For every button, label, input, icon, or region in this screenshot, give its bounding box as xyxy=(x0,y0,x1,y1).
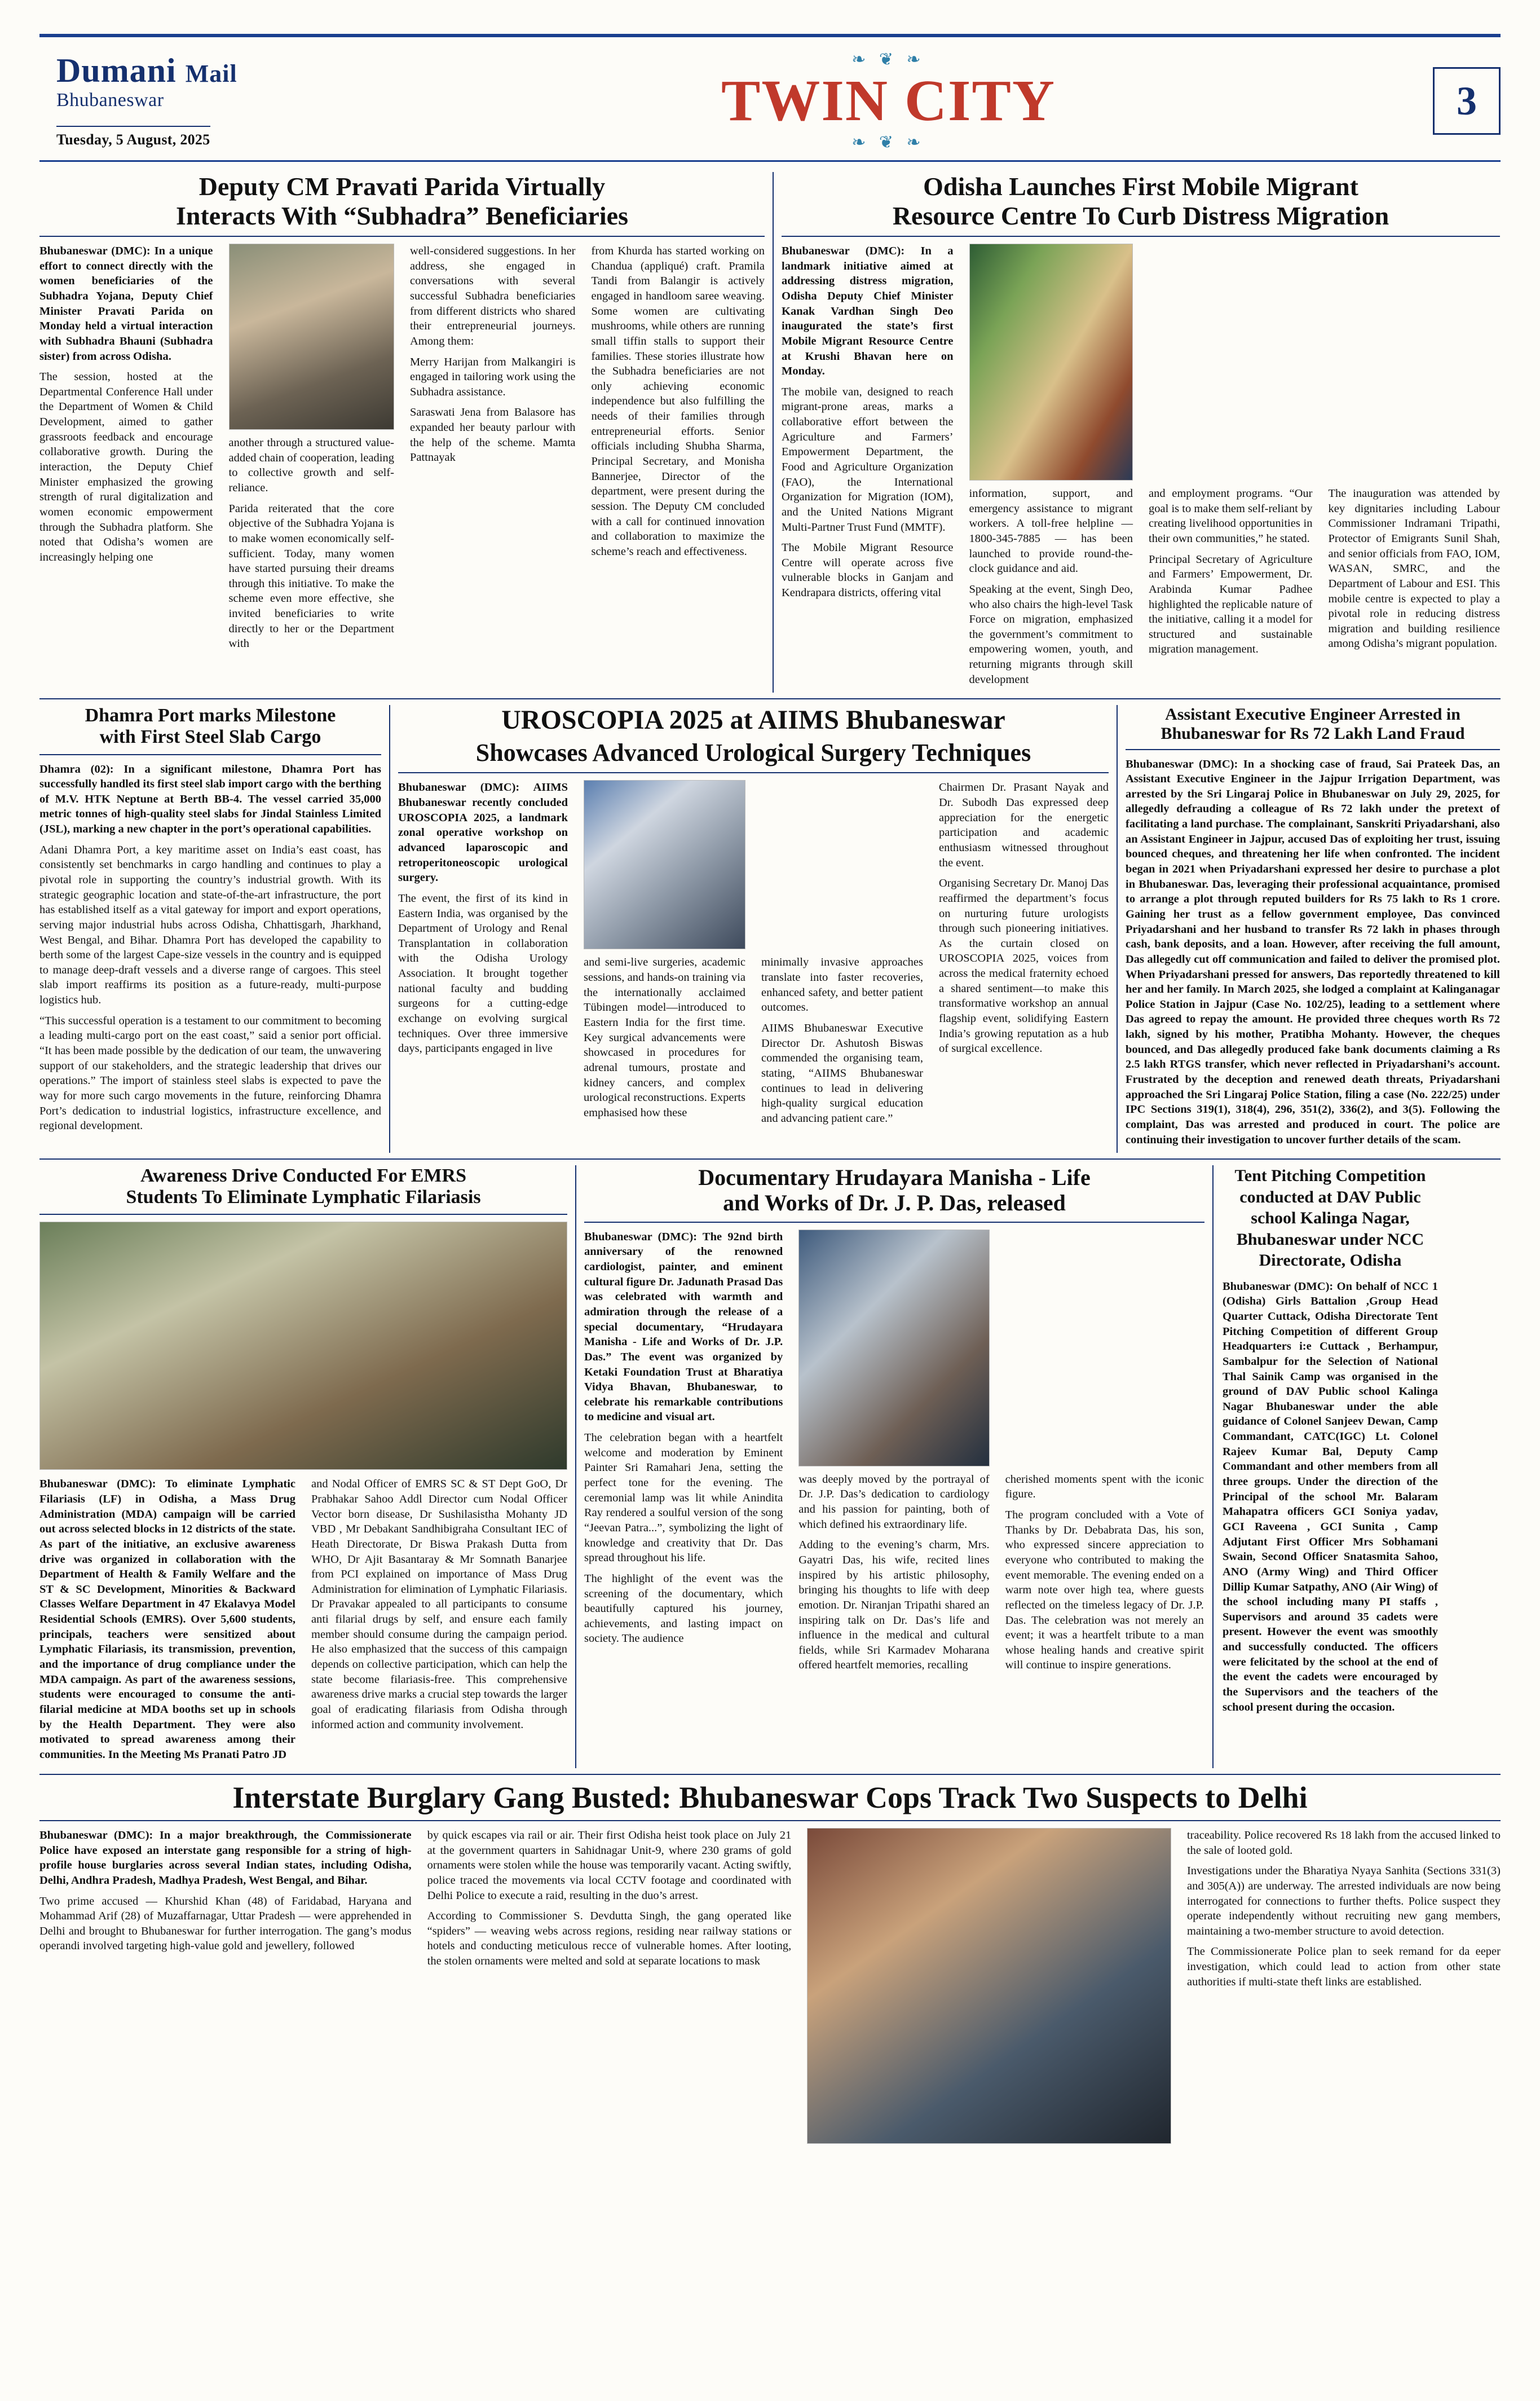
publication-date: Tuesday, 5 August, 2025 xyxy=(56,126,210,148)
paragraph: Merry Harijan from Malkangiri is engaged in tailoring work using the Subhadra assistance. xyxy=(410,355,576,398)
article-dhamra-headline xyxy=(39,705,381,755)
paragraph: Adding to the evening’s charm, Mrs. Gayatri Das, his wife, recited lines inspired by his artistic philosophy, bringing his thoughts to life with deep emotion. Dr. Niranjan Tripathi shared an inspiring talk on Dr. Das’s life and influence in the medical and cultural fields, while Sri Karmadev Moharana offered heartfelt memories, recalling xyxy=(798,1539,990,1672)
article-photo-migrant xyxy=(969,244,1133,481)
paragraph: The session, hosted at the Departmental Conference Hall under the Department of Women & Child Development, aimed to gather grassroots feedback and encourage collaborative growth. During the interaction, the Deputy Chief Minister emphasized the growing strength of rural digitalization and women economic empowerment through the Subhadra platform. She noted that Odisha’s women are increasingly helping one xyxy=(39,371,213,563)
paragraph: Dhamra (02): In a significant milestone, Dhamra Port has successfully handled its first steel slab import cargo with the berthing of M.V. HTK Neptune at Berth BB-4. The vessel carried 35,000 metric tonnes of high-quality steel slabs for Jindal Stainless Limited (JSL), marking a new chapter in the port’s operational capabilities. xyxy=(39,763,381,836)
paragraph: Parida reiterated that the core objective of the Subhadra Yojana is to make women economically self-sufficient. Today, many women have started pursuing their dreams through this initiative. To make the scheme even more effective, she invited beneficiaries to write directly to her or the Department with xyxy=(228,502,394,650)
article-migrant-col2 xyxy=(961,244,1141,693)
masthead-left xyxy=(39,54,400,148)
paragraph: information, support, and emergency assistance to migrant workers. A toll-free helpline — 1800-345-7885 — has been launched to provide round-the-clock guidance and aid. xyxy=(969,487,1133,575)
paragraph: Bhubaneswar (DMC): In a unique effort to connect directly with the women beneficiaries of the Subhadra Yojana, Deputy Chief Minister Pravati Parida on Monday held a virtual interaction with Subhadra Bhauni (Subhadra sister) from across Odisha. xyxy=(39,245,213,363)
paragraph: Bhubaneswar (DMC): In a shocking case of fraud, Sai Prateek Das, an Assistant Executive Engineer in the Jajpur Irrigation Department, was arrested by the Sri Lingaraj Police in Bhubaneswar on July 29, 2025, for allegedly defrauding a colleague of Rs 72 lakh under the pretext of facilitating a land purchase. The complainant, Sanskriti Priyadarshani, also an Assistant Engineer in Jajpur, accused Das of exploiting her trust, issuing bounced cheques, and threatening her life when confronted. The incident began in 2021 when Priyadarshani expressed her desire to purchase a plot in Bhubaneswar. Das, leveraging their professional acquaintance, promised to arrange a plot through reputed builders for Rs 75 lakh to Rs 1 crore. Gaining her trust as a fellow government employee, Das convinced Priyadarshani and her husband to transfer Rs 72 lakh in phases through cash, bank deposits, and a loan. However, after receiving the full amount, Das allegedly cut off communication and failed to deliver the promised plot. When Priyadarshani pressed for answers, Das reportedly threatened to kill her and her family. In March 2025, she lodged a complaint at Kalinganagar Police Station in Jajpur (Case No. 102/25), leading to a settlement where Das agreed to repay the amount. He provided three cheques worth Rs 72 lakh, signed by his mother, Pratibha Mohanty. However, the cheques bounced, and Das allegedly produced fake bank documents claiming a Rs 2.5 lakh RTGS transfer, which never reflected in Priyadarshani’s account. Frustrated by the deception and renewed death threats, Priyadarshani approached the Sri Lingaraj Police Station, filing a case (No. 222/25) under IPC Sections 319(1), 318(4), 296, 351(2), 336(2), and 3(5). Following the complaint, Das was arrested and produced in court. The police are continuing their investigation to uncover further details of the scam. xyxy=(1126,757,1500,1146)
article-aee-headline xyxy=(1126,705,1500,750)
article-dhamra xyxy=(39,705,389,1153)
second-row xyxy=(39,705,1501,1153)
third-row xyxy=(39,1165,1501,1768)
article-documentary xyxy=(575,1165,1212,1768)
article-burglary-col2 xyxy=(420,1828,800,2144)
publication-title-sub: Mail xyxy=(185,60,237,87)
article-uroscopia-col2 xyxy=(576,780,753,1131)
article-aee-arrest xyxy=(1117,705,1500,1153)
paragraph: Bhubaneswar (DMC): In a landmark initiative aimed at addressing distress migration, Odisha Deputy Chief Minister Kanak Vardhan Singh Deo inaugurated the state’s first Mobile Migrant Resource Centre at Krushi Bhavan here on Monday. xyxy=(782,245,954,378)
article-uroscopia-col3 xyxy=(753,780,931,1131)
article-photo-uroscopia xyxy=(584,780,745,949)
section-title: TWIN CITY xyxy=(721,68,1056,133)
ornament-bottom-icon: ❧ ❦ ❧ xyxy=(851,133,925,152)
headline-line-1: Awareness Drive Conducted For EMRS xyxy=(140,1165,466,1187)
article-documentary-headline xyxy=(584,1165,1204,1223)
photo-spacer xyxy=(1329,244,1501,481)
headline-line-2: with First Steel Slab Cargo xyxy=(99,726,321,748)
photo-spacer xyxy=(1149,244,1313,481)
article-subhadra-col1 xyxy=(39,244,221,657)
headline-line-2: Showcases Advanced Urological Surgery Techniques xyxy=(475,739,1031,767)
headline-line-2: Students To Eliminate Lymphatic Filariasis xyxy=(126,1187,481,1208)
headline-line-1: Documentary Hrudayara Manisha - Life xyxy=(698,1165,1091,1191)
article-migrant-col1 xyxy=(782,244,961,693)
article-burglary xyxy=(39,1781,1501,2144)
article-tent-pitching xyxy=(1212,1165,1438,1768)
paragraph: The program concluded with a Vote of Thanks by Dr. Debabrata Das, his son, who expressed sincere appreciation to everyone who contributed to making the event memorable. The evening ended on a warm note over high tea, where guests reflected on the timeless legacy of Dr. J.P. Das. The celebration was not merely an event; it was a heartfelt tribute to a man whose healing hands and creative spirit will continue to inspire generations. xyxy=(1005,1509,1204,1672)
article-migrant-col3 xyxy=(1141,244,1321,693)
paragraph: and semi-live surgeries, academic sessions, and hands-on training via the internationally acclaimed Tübingen model—introduced to Eastern India for the first time. Key surgical advancements were showcased in procedures for adrenal tumours, prostate and kidney cancers, and complex urological reconstructions. Experts emphasised how these xyxy=(584,956,745,1119)
article-emrs xyxy=(39,1165,575,1768)
paragraph: The Commissionerate Police plan to seek remand for da eeper investigation, which could lead to action from other state authorities if multi-state theft links are established. xyxy=(1186,1945,1501,1988)
masthead-right xyxy=(1376,67,1501,135)
paragraph: traceability. Police recovered Rs 18 lakh from the accused linked to the sale of looted gold. xyxy=(1186,1829,1501,1857)
article-migrant-headline xyxy=(782,172,1500,237)
paragraph: cherished moments spent with the iconic figure. xyxy=(1005,1473,1204,1501)
paragraph: from Khurda has started working on Chandua (appliqué) craft. Pramila Tandi from Balangir is actively engaged in handloom saree weaving. Some women are cultivating mushrooms, while others are running small tiffin stalls to support their families. These stories illustrate how the Subhadra beneficiaries are not only achieving economic independence but also fulfilling the needs of their families through entrepreneurial efforts. Senior officials including Shubha Sharma, Principal Secretary, and Monisha Bannerjee, Director of the department, were present during the session. The Deputy CM concluded with a call for continued innovation and collaboration to maximize the scheme’s reach and effectiveness. xyxy=(591,245,765,558)
article-emrs-col1 xyxy=(39,1477,303,1768)
photo-spacer xyxy=(761,780,923,949)
article-migrant-col4 xyxy=(1321,244,1501,693)
paragraph: and Nodal Officer of EMRS SC & ST Dept GoO, Dr Prabhakar Sahoo Addl Director cum Nodal Officer Vector born disease, Dr Sushilasistha Mohanty JD VBD , Mr Debakant Sandhibigraha Consultant IEC of Heath Directorate, Dr Biswa Prakash Dutta from WHO, Dr Ajit Basantaray & Mr Somnath Banarjee from PCI explained on importance of Mass Drug Administration for elimination of Lymphatic Filariasis. Dr Pravakar appealed to all participants to consume anti filarial drugs by self, and ensure each family member should consume during the campaign period. He also emphasized that the success of this campaign depends on collective participation, which can help the state become filariasis-free. This comprehensive awareness drive marks a crucial step towards the larger goal of eradicating filariasis from Odisha through informed action and community involvement. xyxy=(311,1478,567,1731)
headline-line-1: Dhamra Port marks Milestone xyxy=(85,705,336,726)
article-burglary-col1 xyxy=(39,1828,420,2144)
article-subhadra xyxy=(39,172,773,693)
article-subhadra-col2 xyxy=(221,244,403,657)
publication-title xyxy=(56,54,400,87)
article-migrant xyxy=(773,172,1500,693)
article-burglary-headline: Interstate Burglary Gang Busted: Bhubaneswar Cops Track Two Suspects to Delhi xyxy=(39,1781,1501,1821)
headline-line-1: Deputy CM Pravati Parida Virtually xyxy=(198,172,606,201)
paragraph: The mobile van, designed to reach migrant-prone areas, marks a collaborative effort between the Agriculture and Farmers’ Empowerment Department, the Food and Agriculture Organization (FAO), the International Organization for Migration (IOM), and the United Nations Migrant Multi-Partner Trust Fund (MMTF). xyxy=(782,385,954,534)
paragraph: well-considered suggestions. In her address, she engaged in conversations with several successful Subhadra beneficiaries from different districts who shared their entrepreneurial journeys. Among them: xyxy=(410,245,576,347)
article-photo-burglary xyxy=(807,1828,1171,2144)
paragraph: by quick escapes via rail or air. Their first Odisha heist took place on July 21 at the government quarters in Sahidnagar Unit-9, where 230 grams of gold ornaments were stolen while the house was temporarily vacant. Acting swiftly, police traced the movements via local CCTV footage and coordinated with Delhi Police to execute a raid, resulting in the duo’s arrest. xyxy=(427,1829,792,1902)
paragraph: Two prime accused — Khurshid Khan (48) of Faridabad, Haryana and Mohammad Arif (28) of Muzaffarnagar, Uttar Pradesh — were apprehended in Delhi and brought to Bhubaneswar for further interrogation. The gang’s modus operandi involved targeting high-value gold and jewellery, followed xyxy=(39,1895,412,1953)
article-photo-documentary xyxy=(798,1230,989,1466)
headline-line-1: Odisha Launches First Mobile Migrant xyxy=(923,172,1358,201)
top-row xyxy=(39,172,1501,693)
headline-line-2: Interacts With “Subhadra” Beneficiaries xyxy=(175,201,629,230)
article-uroscopia xyxy=(389,705,1117,1153)
article-subhadra-col3 xyxy=(402,244,584,657)
paragraph: Bhubaneswar (DMC): AIIMS Bhubaneswar recently concluded UROSCOPIA 2025, a landmark zonal operative workshop on advanced laparoscopic and retroperitoneoscopic urological surgery. xyxy=(398,781,568,884)
headline-line-2: and Works of Dr. J. P. Das, released xyxy=(723,1190,1066,1215)
paragraph: The highlight of the event was the screening of the documentary, which beautifully captured his journey, achievements, and lasting impact on society. The audience xyxy=(584,1572,783,1645)
paragraph: AIIMS Bhubaneswar Executive Director Dr. Ashutosh Biswas commended the organising team, stating, “AIIMS Bhubaneswar continues to lead in delivering high-quality surgical education and advancing patient care.” xyxy=(761,1021,923,1125)
article-documentary-col1 xyxy=(584,1230,791,1679)
article-emrs-headline xyxy=(39,1165,567,1215)
paragraph: According to Commissioner S. Devdutta Singh, the gang operated like “spiders” — weaving webs across regions, residing near railway stations or hotels and conducting meticulous recce of vulnerable homes. After looting, the stolen ornaments were melted and sold at separate locations to mask xyxy=(427,1910,792,1968)
article-photo-emrs xyxy=(39,1222,567,1470)
article-photo-subhadra xyxy=(229,244,395,430)
paragraph: minimally invasive approaches translate into faster recoveries, enhanced safety, and better patient outcomes. xyxy=(761,956,923,1014)
article-subhadra-headline xyxy=(39,172,765,237)
paragraph: The celebration began with a heartfelt welcome and moderation by Eminent Painter Sri Ramahari Jena, setting the perfect tone for the evening. The ceremonial lamp was lit while Anindita Ray rendered a soulful version of the song “Jeevan Patra...”, symbolizing the light of knowledge and creativity that Dr. Das spread throughout his life. xyxy=(584,1431,783,1565)
article-uroscopia-col1 xyxy=(398,780,576,1131)
publication-city: Bhubaneswar xyxy=(56,90,164,111)
article-documentary-col2 xyxy=(791,1230,997,1679)
article-burglary-col3 xyxy=(1179,1828,1501,2144)
photo-spacer xyxy=(1005,1230,1204,1466)
paragraph: Bhubaneswar (DMC): In a major breakthrough, the Commissionerate Police have exposed an interstate gang responsible for a string of high-profile house burglaries across several Indian states, including Odisha, Delhi, Andhra Pradesh, Madhya Pradesh, West Bengal, and Bihar. xyxy=(39,1829,412,1887)
headline-line-1: UROSCOPIA 2025 at AIIMS Bhubaneswar xyxy=(501,705,1005,735)
paragraph: The event, the first of its kind in Eastern India, was organised by the Department of Urology and Renal Transplantation in collaboration with the Odisha Urology Association. It brought together national faculty and budding surgeons for a cutting-edge exchange on evolving surgical techniques. Over three immersive days, participants engaged in live xyxy=(398,892,568,1055)
paragraph: and employment programs. “Our goal is to make them self-reliant by creating livelihood opportunities in their own communities,” he stated. xyxy=(1149,487,1313,545)
article-uroscopia-col4 xyxy=(931,780,1109,1131)
paragraph: The Mobile Migrant Resource Centre will operate across five vulnerable blocks in Ganjam and Kendrapara districts, offering vital xyxy=(782,541,954,600)
paragraph: Bhubaneswar (DMC): To eliminate Lymphatic Filariasis (LF) in Odisha, a Mass Drug Administration (MDA) campaign will be carried out across selected blocks in 12 districts of the state. As part of the initiative, an exclusive awareness drive was organized in collaboration with the Department of Health & Family Welfare and the ST & SC Development, Minorities & Backward Classes Welfare Department in 47 Ekalavya Model Residential Schools (EMRS). Over 5,600 students, principals, teachers were sensitized about Lymphatic Filariasis, its transmission, prevention, and the importance of drug compliance under the MDA campaign. As part of the awareness sessions, students were encouraged to consume the anti-filarial medicine at MDA booths set up in schools by the Health Department. They were also motivated to spread awareness among their communities. In the Meeting Ms Pranati Patro JD xyxy=(39,1478,295,1761)
masthead xyxy=(39,34,1501,162)
article-subhadra-col4 xyxy=(584,244,765,657)
paragraph: was deeply moved by the portrayal of Dr. J.P. Das’s dedication to cardiology and his passion for painting, both of which defined his extraordinary life. xyxy=(798,1473,990,1531)
paragraph: Investigations under the Bharatiya Nyaya Sanhita (Sections 331(3) and 305(A)) are underway. The arrested individuals are now being interrogated for connections to further thefts. Police suspect they operate independently without recruiting new gang members, maintaining a two-member structure to avoid detection. xyxy=(1186,1865,1501,1937)
paragraph: Adani Dhamra Port, a key maritime asset on India’s east coast, has consistently set benchmarks in cargo handling and continues to play a pivotal role in supporting the country’s industrial growth. With its strategic geographic location and state-of-the-art infrastructure, the port has established itself as a vital gateway for import and export operations, serving major industrial hubs across Odisha, Chhattisgarh, Jharkhand, West Bengal, and Bihar. Dhamra Port has developed the capability to berth some of the largest Cape-size vessels in the country and is equipped to manage deep-draft vessels and a diverse range of cargoes. This steel slab import reaffirms its position as a future-ready, multi-purpose logistics hub. xyxy=(39,843,381,1007)
paragraph: Bhubaneswar (DMC): The 92nd birth anniversary of the renowned cardiologist, painter, and eminent cultural figure Dr. Jadunath Prasad Das was celebrated with warmth and admiration through the release of a special documentary, “Hrudayara Manisha - Life and Works of Dr. J.P. Das.” The event was organized by Ketaki Foundation Trust at Bharatiya Vidya Bhavan, Bhubaneswar, to celebrate his remarkable contributions to medicine and visual art. xyxy=(584,1230,783,1424)
article-uroscopia-headline xyxy=(398,705,1109,773)
paragraph: Principal Secretary of Agriculture and Farmers’ Empowerment, Dr. Arabinda Kumar Padhee highlighted the replicable nature of the initiative, calling it a model for structured and sustainable migration management. xyxy=(1149,553,1313,656)
headline-line-1: Assistant Executive Engineer Arrested in xyxy=(1165,705,1460,724)
paragraph: Chairmen Dr. Prasant Nayak and Dr. Subodh Das expressed deep appreciation for the energetic participation and academic enthusiasm witnessed throughout the event. xyxy=(939,781,1109,869)
article-burglary-photo-col xyxy=(799,1828,1179,2144)
publication-title-main: Dumani xyxy=(56,52,176,89)
page-number: 3 xyxy=(1433,67,1501,135)
masthead-center xyxy=(400,47,1376,155)
ornament-top-icon: ❧ ❦ ❧ xyxy=(851,50,925,69)
article-emrs-col2 xyxy=(303,1477,567,1768)
paragraph: Speaking at the event, Singh Deo, who also chairs the high-level Task Force on migration, emphasized the government’s commitment to empowering women, youth, and returning migrants through skill development xyxy=(969,583,1133,686)
headline-line-2: Resource Centre To Curb Distress Migration xyxy=(892,201,1389,230)
paragraph: The inauguration was attended by key dignitaries including Labour Commissioner Indramani Tripathi, Protector of Emigrants Sunil Shah, and senior officials from FAO, IOM, WASAN, SMRC, and the Department of Labour and ESI. This mobile centre is expected to play a pivotal role in reducing distress migration and building resilience among Odisha’s migrant population. xyxy=(1328,487,1500,650)
paragraph: Bhubaneswar (DMC): On behalf of NCC 1 (Odisha) Girls Battalion ,Group Head Quarter Cuttack, Odisha Directorate Tent Pitching Competition of different Group Headquarters i:e Cuttack , Berhampur, Sambalpur for the Selection of National Thal Sainik Camp was organised in the ground of DAV Public school Kalinga Nagar Bhubaneswar under the able guidance of Colonel Sanjeev Dewan, Camp Commandant, CATC(IGC) Lt. Colonel Rajeev Kumar Bal, Deputy Camp Commandant and other members from all three groups. Under the direction of the Principal of the school Mr. Balaram Mahapatra officers GCI Soniya yadav, GCI Raveena , GCI Sunita , Camp Adjutant First Officer Mrs Sobhamani Swain, Second Officer Snatasmita Sahoo, ANO (Army Wing) and Third Officer Dillip Kumar Satpathy, ANO (Air Wing) of the school including many PI staffs , Supervisors and around 35 cadets were present. However the event was smoothly and successfully conducted. The officers were felicitated by the school at the end of the event the cadets were encouraged by the Supervisors and the teachers of the school present during the occasion. xyxy=(1223,1280,1438,1713)
article-documentary-col3 xyxy=(998,1230,1204,1679)
paragraph: another through a structured value-added chain of cooperation, leading to collective growth and self-reliance. xyxy=(228,437,394,494)
paragraph: “This successful operation is a testament to our commitment to becoming a leading multi-cargo port on the east coast,” said a senior port official. “It has been made possible by the dedication of our team, the unwavering support of our stakeholders, and the strategic leadership that drives our operations.” The import of stainless steel slabs is expected to pave the way for more such cargo movements in the future, reinforcing Dhamra Port’s dedication to industrial logistics, infrastructure excellence, and regional development. xyxy=(39,1014,381,1133)
paragraph: Saraswati Jena from Balasore has expanded her beauty parlour with the help of the scheme. Mamta Pattnayak xyxy=(410,406,576,464)
paragraph: Organising Secretary Dr. Manoj Das reaffirmed the department’s focus on nurturing future urologists through such pioneering initiatives. As the curtain closed on UROSCOPIA 2025, voices from across the medical fraternity echoed a shared sentiment—to make this transformative workshop an annual flagship event, solidifying Eastern India’s growing reputation as a hub of surgical excellence. xyxy=(939,877,1109,1055)
article-tent-headline: Tent Pitching Competition conducted at DAV Public school Kalinga Nagar, Bhubaneswar under NCC Directorate, Odisha xyxy=(1234,1166,1426,1270)
headline-line-2: Bhubaneswar for Rs 72 Lakh Land Fraud xyxy=(1160,724,1465,743)
